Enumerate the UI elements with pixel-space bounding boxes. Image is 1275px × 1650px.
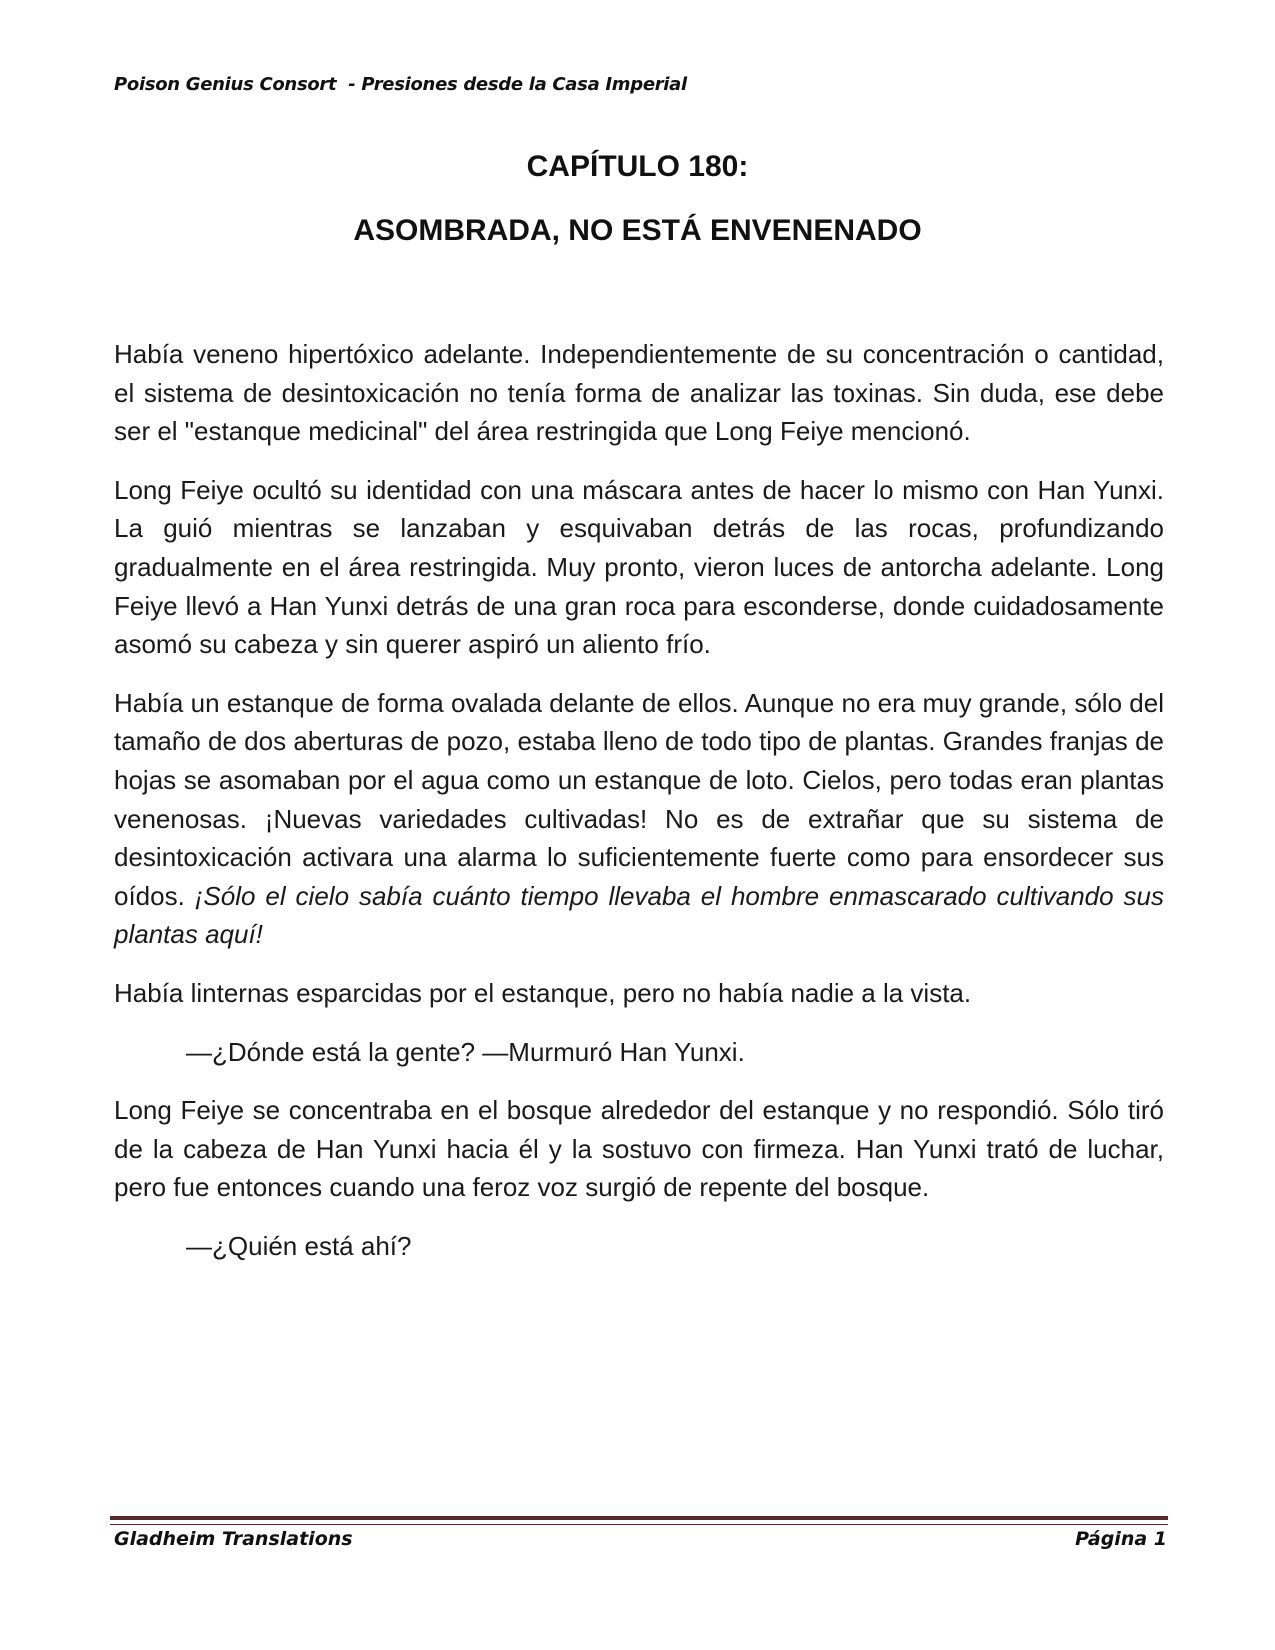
footer-rule [110, 1516, 1168, 1520]
paragraph-text: Había un estanque de forma ovalada delante de ellos. Aunque no era muy grande, sólo del tamaño de dos aberturas de pozo, estaba lleno de todo tipo de plantas. Grandes franjas de hojas se asomaban por el agua como un estanque de loto. Cielos, pero todas eran plantas venenosas. ¡Nuevas variedades cultivadas! No es de extrañar que su sistema de desintoxicación activara una alarma lo suficientemente fuerte como para ensordecer sus oídos. [114, 687, 1164, 911]
page-number: Página 1 [1075, 1528, 1167, 1550]
paragraph: Había veneno hipertóxico adelante. Independientemente de su concentración o cantidad, el sistema de desintoxicación no tenía forma de analizar las toxinas. Sin duda, ese debe ser el "estanque medicinal" del área restringida que Long Feiye mencionó. [114, 339, 1164, 447]
paragraph: Había linternas esparcidas por el estanque, pero no había nadie a la vista. [114, 977, 972, 1008]
chapter-title: ASOMBRADA, NO ESTÁ ENVENENADO [353, 214, 922, 247]
paragraph: Long Feiye se concentraba en el bosque alrededor del estanque y no respondió. Sólo tiró de la cabeza de Han Yunxi hacia él y la sostuvo con firmeza. Han Yunxi trató de luchar, pero fue entonces cuando una feroz voz surgió de repente del bosque. [114, 1095, 1164, 1203]
paragraph [114, 684, 1164, 954]
chapter-number: CAPÍTULO 180: [526, 150, 749, 183]
paragraph: Long Feiye ocultó su identidad con una máscara antes de hacer lo mismo con Han Yunxi. La guió mientras se lanzaban y esquivaban detrás de las rocas, profundizando gradualmente en el área restringida. Muy pronto, vieron luces de antorcha adelante. Long Feiye llevó a Han Yunxi detrás de una gran roca para esconderse, donde cuidadosamente asomó su cabeza y sin querer aspiró un aliento frío. [114, 474, 1164, 660]
chapter-body [114, 335, 1164, 1285]
footer-publisher: Gladheim Translations [114, 1528, 353, 1550]
dialogue-line: —¿Quién está ahí? [186, 1230, 412, 1261]
running-header: Poison Genius Consort - Presiones desde la Casa Imperial [114, 74, 687, 95]
dialogue-line: —¿Dónde está la gente? —Murmuró Han Yunxi. [186, 1036, 745, 1067]
footer-rule-thin [110, 1524, 1168, 1525]
italic-thought: ¡Sólo el cielo sabía cuánto tiempo llevaba el hombre enmascarado cultivando sus plantas aquí! [114, 880, 1164, 950]
